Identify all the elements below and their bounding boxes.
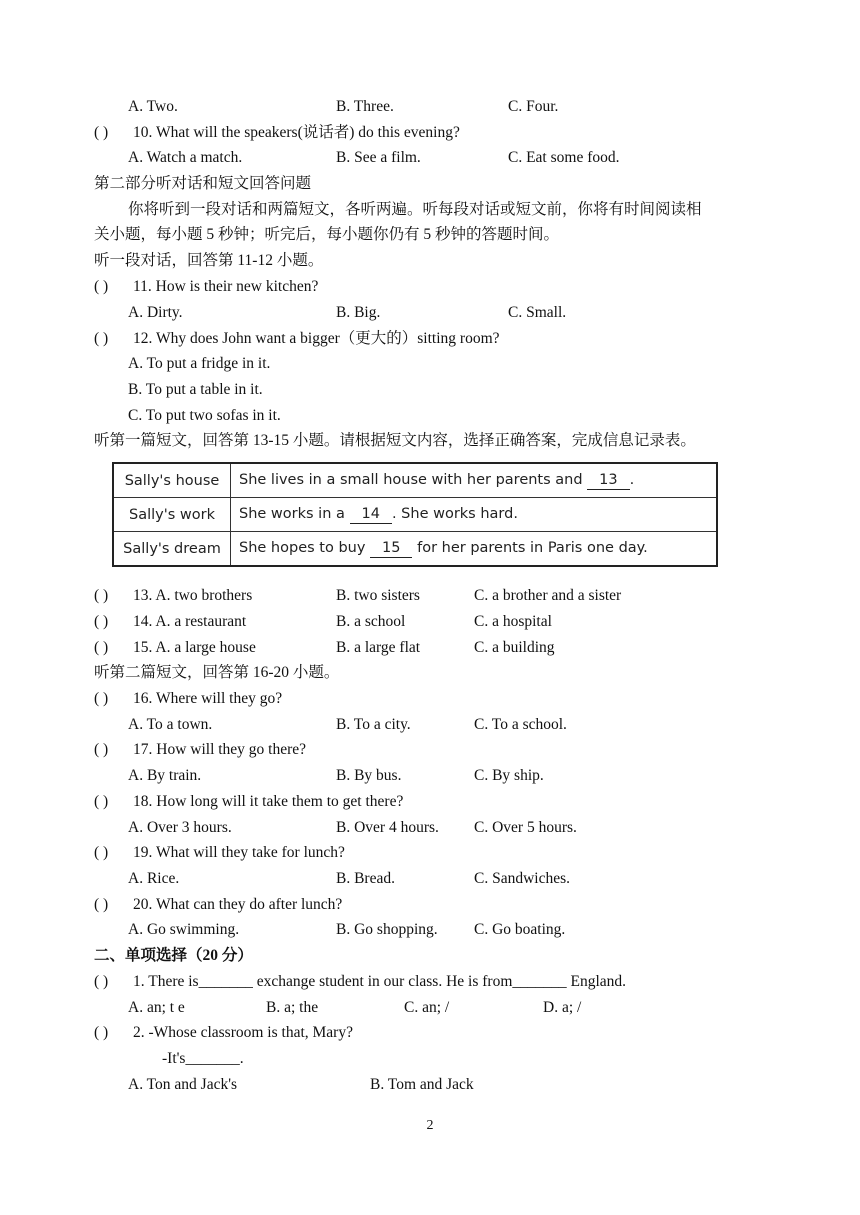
part2-instruction-2 xyxy=(0,223,860,247)
q11-options xyxy=(0,301,860,325)
instruction-text: 你将听到一段对话和两篇短文，各听两遍。听每段对话或短文前，你将有时间阅读相 xyxy=(128,201,702,218)
table-row xyxy=(113,532,717,567)
option-b: B. Three. xyxy=(336,98,394,115)
content-text: She lives in a small house with her parents and xyxy=(239,472,588,488)
q12-option-a xyxy=(0,352,860,376)
question-18 xyxy=(0,790,860,814)
table-row xyxy=(113,463,717,498)
option-b: B. Big. xyxy=(336,304,381,321)
row-content xyxy=(231,532,718,567)
option-b: B. a school xyxy=(336,613,406,630)
blank-13[interactable]: 13 xyxy=(587,471,629,490)
q17-options xyxy=(0,764,860,788)
row-label: Sally's dream xyxy=(113,532,231,567)
question-13 xyxy=(0,584,860,608)
answer-blank[interactable]: ( ) xyxy=(94,613,109,630)
option-c: C. Small. xyxy=(508,304,567,321)
page-number: 2 xyxy=(426,1118,434,1133)
option-c: C. a building xyxy=(474,639,555,656)
option-b: B. Bread. xyxy=(336,870,395,887)
answer-blank[interactable]: ( ) xyxy=(94,330,109,347)
answer-blank[interactable]: ( ) xyxy=(94,124,109,141)
content-text: for her parents in Paris one day. xyxy=(412,540,648,556)
question-10 xyxy=(0,121,860,145)
s2q2-reply xyxy=(0,1047,860,1071)
info-record-table xyxy=(112,462,718,567)
option-c: C. a brother and a sister xyxy=(474,587,622,604)
section2-title xyxy=(0,944,860,968)
question-11 xyxy=(0,275,860,299)
option-b: B. two sisters xyxy=(336,587,420,604)
option-a: A. Rice. xyxy=(128,870,180,887)
option-a: A. Go swimming. xyxy=(128,921,240,938)
option-b: B. See a film. xyxy=(336,149,421,166)
option-a: A. By train. xyxy=(128,767,202,784)
option-c: C. an; / xyxy=(404,999,450,1016)
option-c: C. To put two sofas in it. xyxy=(128,407,281,424)
part2-title-text: 第二部分听对话和短文回答问题 xyxy=(94,175,312,192)
instruction-text: 关小题，每小题 5 秒钟；听完后，每小题你仍有 5 秒钟的答题时间。 xyxy=(94,226,560,243)
option-b: B. Tom and Jack xyxy=(370,1076,474,1093)
option-c: C. Eat some food. xyxy=(508,149,620,166)
question-text: 11. How is their new kitchen? xyxy=(133,278,319,295)
option-c: C. To a school. xyxy=(474,716,567,733)
question-19 xyxy=(0,841,860,865)
question-text: 12. Why does John want a bigger（更大的）sitting room? xyxy=(133,330,500,347)
passage2-intro xyxy=(0,661,860,685)
question-text: 10. What will the speakers(说话者) do this evening? xyxy=(133,124,460,141)
passage1-intro xyxy=(0,429,860,453)
option-d: D. a; / xyxy=(543,999,582,1016)
answer-blank[interactable]: ( ) xyxy=(94,741,109,758)
question-text: 17. How will they go there? xyxy=(133,741,307,758)
answer-blank[interactable]: ( ) xyxy=(94,793,109,810)
dialogue-intro xyxy=(0,249,860,273)
question-text: 13. A. two brothers xyxy=(133,587,253,604)
option-b: B. Go shopping. xyxy=(336,921,438,938)
question-text: 15. A. a large house xyxy=(133,639,256,656)
q10-options xyxy=(0,146,860,170)
question-text: 2. -Whose classroom is that, Mary? xyxy=(133,1024,353,1041)
question-text: 20. What can they do after lunch? xyxy=(133,896,343,913)
option-b: B. To a city. xyxy=(336,716,411,733)
reply-text: -It's_______. xyxy=(162,1050,244,1067)
q20-options xyxy=(0,918,860,942)
option-b: B. By bus. xyxy=(336,767,402,784)
answer-blank[interactable]: ( ) xyxy=(94,1024,109,1041)
option-a: A. an; t e xyxy=(128,999,185,1016)
content-text: . She works hard. xyxy=(391,506,518,522)
section2-question-1 xyxy=(0,970,860,994)
answer-blank[interactable]: ( ) xyxy=(94,844,109,861)
answer-blank[interactable]: ( ) xyxy=(94,639,109,656)
option-a: A. To a town. xyxy=(128,716,213,733)
question-12 xyxy=(0,327,860,351)
option-b: B. To put a table in it. xyxy=(128,381,263,398)
content-text: She hopes to buy xyxy=(239,540,371,556)
question-15 xyxy=(0,636,860,660)
option-c: C. Four. xyxy=(508,98,559,115)
answer-blank[interactable]: ( ) xyxy=(94,973,109,990)
option-a: A. To put a fridge in it. xyxy=(128,355,271,372)
part2-instruction-1 xyxy=(0,198,860,222)
section2-question-2 xyxy=(0,1021,860,1045)
option-c: C. By ship. xyxy=(474,767,544,784)
answer-blank[interactable]: ( ) xyxy=(94,690,109,707)
s2q2-options xyxy=(0,1073,860,1097)
option-a: A. Two. xyxy=(128,98,178,115)
blank-14[interactable]: 14 xyxy=(350,505,392,524)
q16-options xyxy=(0,713,860,737)
content-text: . xyxy=(629,472,635,488)
option-a: A. Dirty. xyxy=(128,304,183,321)
q9-options xyxy=(0,95,860,119)
question-text: 1. There is_______ exchange student in our class. He is from_______ England. xyxy=(133,973,627,990)
content-text: She works in a xyxy=(239,506,350,522)
row-content xyxy=(231,463,718,498)
blank-15[interactable]: 15 xyxy=(370,539,412,558)
row-content xyxy=(231,498,718,532)
answer-blank[interactable]: ( ) xyxy=(94,278,109,295)
question-text: 16. Where will they go? xyxy=(133,690,283,707)
table-row xyxy=(113,498,717,532)
option-a: A. Watch a match. xyxy=(128,149,243,166)
s2q1-options xyxy=(0,996,860,1020)
answer-blank[interactable]: ( ) xyxy=(94,587,109,604)
option-b: B. Over 4 hours. xyxy=(336,819,439,836)
option-c: C. Sandwiches. xyxy=(474,870,571,887)
part2-title xyxy=(0,172,860,196)
option-c: C. a hospital xyxy=(474,613,552,630)
q12-option-c xyxy=(0,404,860,428)
q19-options xyxy=(0,867,860,891)
question-text: 19. What will they take for lunch? xyxy=(133,844,345,861)
q12-option-b xyxy=(0,378,860,402)
section2-title-text: 二、单项选择（20 分） xyxy=(94,947,253,964)
question-14 xyxy=(0,610,860,634)
option-a: A. Ton and Jack's xyxy=(128,1076,238,1093)
option-c: C. Go boating. xyxy=(474,921,566,938)
option-b: B. a; the xyxy=(266,999,319,1016)
question-17 xyxy=(0,738,860,762)
question-text: 14. A. a restaurant xyxy=(133,613,247,630)
option-a: A. Over 3 hours. xyxy=(128,819,232,836)
row-label: Sally's house xyxy=(113,463,231,498)
row-label: Sally's work xyxy=(113,498,231,532)
passage2-intro-text: 听第二篇短文，回答第 16-20 小题。 xyxy=(94,664,340,681)
answer-blank[interactable]: ( ) xyxy=(94,896,109,913)
passage1-intro-text: 听第一篇短文，回答第 13-15 小题。请根据短文内容，选择正确答案，完成信息记录表。 xyxy=(94,432,696,449)
question-text: 18. How long will it take them to get there? xyxy=(133,793,404,810)
q18-options xyxy=(0,816,860,840)
question-16 xyxy=(0,687,860,711)
dialogue-intro-text: 听一段对话，回答第 11-12 小题。 xyxy=(94,252,324,269)
option-c: C. Over 5 hours. xyxy=(474,819,577,836)
option-b: B. a large flat xyxy=(336,639,421,656)
question-20 xyxy=(0,893,860,917)
